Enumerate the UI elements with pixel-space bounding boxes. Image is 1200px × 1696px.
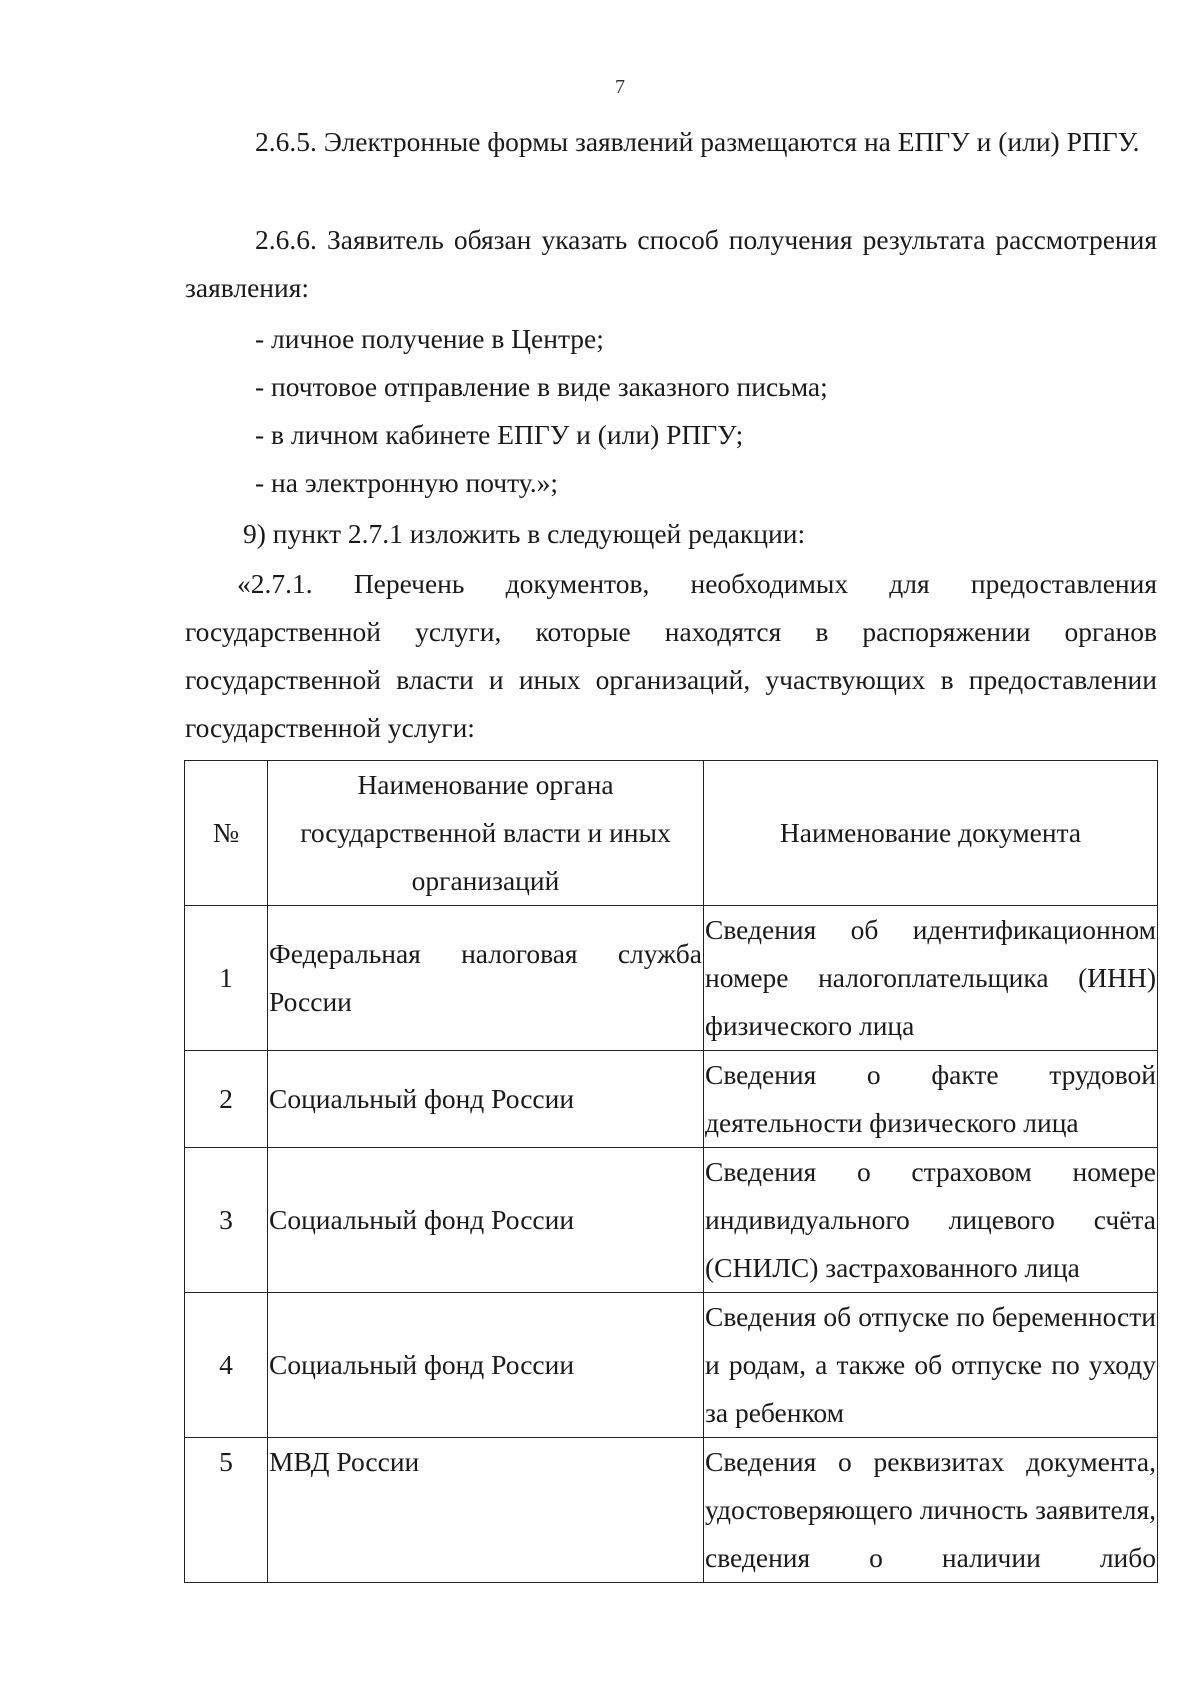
row-organization: Социальный фонд России [268, 1148, 704, 1293]
row-document: Сведения о факте трудовой деятельности физического лица [704, 1051, 1158, 1148]
paragraph-item-9 [185, 510, 1157, 558]
row-organization: МВД России [268, 1438, 704, 1583]
table-row [185, 906, 1158, 1051]
header-number: № [185, 761, 268, 906]
row-document: Сведения о реквизитах документа, удостоверяющего личность заявителя, сведения о наличии либо [704, 1438, 1158, 1583]
table-row [185, 1438, 1158, 1583]
paragraph-text: 9) пункт 2.7.1 изложить в следующей редакции: [243, 518, 806, 549]
row-number: 4 [185, 1293, 268, 1438]
paragraph-text: «2.7.1. Перечень документов, необходимых для предоставления государственной услуги, которые находятся в распоряжении органов государственной власти и иных организаций, участвующих в предоставлении государственной услуги: [185, 568, 1157, 743]
row-number: 5 [185, 1438, 268, 1583]
documents-table [184, 760, 1158, 1583]
list-item: - в личном кабинете ЕПГУ и (или) РПГУ; [255, 419, 744, 450]
row-number: 3 [185, 1148, 268, 1293]
row-document: Сведения о страховом номере индивидуального лицевого счёта (СНИЛС) застрахованного лица [704, 1148, 1158, 1293]
table-row [185, 1148, 1158, 1293]
row-document: Сведения об отпуске по беременности и родам, а также об отпуске по уходу за ребенком [704, 1293, 1158, 1438]
paragraph-2-6-5 [185, 118, 1157, 166]
list-item: - почтовое отправление в виде заказного письма; [255, 371, 828, 402]
table-row [185, 1051, 1158, 1148]
header-organization: Наименование органа государственной власти и иных организаций [268, 761, 704, 906]
list-item: - на электронную почту.»; [255, 467, 559, 498]
paragraph-text: 2.6.6. Заявитель обязан указать способ получения результата рассмотрения заявления: [185, 224, 1157, 303]
row-organization: Социальный фонд России [268, 1293, 704, 1438]
row-number: 2 [185, 1051, 268, 1148]
row-organization: Федеральная налоговая служба России [268, 906, 704, 1051]
paragraph-text: 2.6.5. Электронные формы заявлений размещаются на ЕПГУ и (или) РПГУ. [255, 126, 1140, 157]
header-document: Наименование документа [704, 761, 1158, 906]
row-organization: Социальный фонд России [268, 1051, 704, 1148]
row-document: Сведения об идентификационном номере налогоплательщика (ИНН) физического лица [704, 906, 1158, 1051]
delivery-methods-list [185, 315, 1157, 507]
row-number: 1 [185, 906, 268, 1051]
table-header-row [185, 761, 1158, 906]
paragraph-2-7-1 [185, 560, 1157, 752]
page-number: 7 [615, 76, 625, 98]
list-item: - личное получение в Центре; [255, 323, 604, 354]
table-row [185, 1293, 1158, 1438]
paragraph-2-6-6 [185, 216, 1157, 312]
